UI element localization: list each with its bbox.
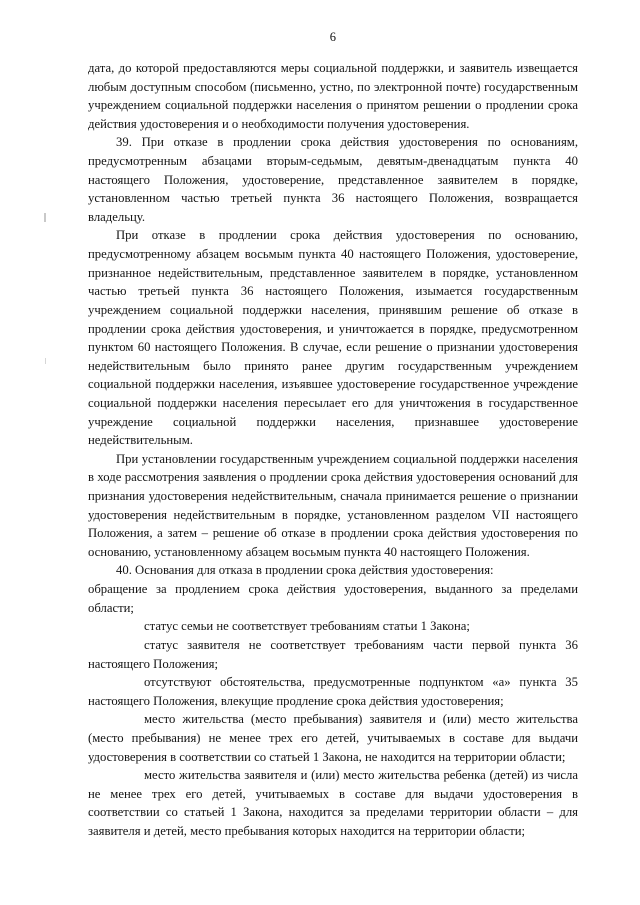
paragraph: дата, до которой предоставляются меры социальной поддержки, и заявитель извещается любым доступным способом (письменно, устно, по электронной почте) государственным учреждением социальной поддержки населения о принятом решении о продлении срока действия удостоверения и о необходимости получения удостоверения. <box>88 61 578 131</box>
paragraph: 39. При отказе в продлении срока действия удостоверения по основаниям, предусмотренным абзацами вторым-седьмым, девятым-двенадцатым пункта 40 настоящего Положения, удостоверение, представленное заявителем в порядке, установленном частью третьей пункта 36 настоящего Положения, возвращается владельцу. <box>88 135 578 224</box>
paragraph: отсутствуют обстоятельства, предусмотренные подпунктом «а» пункта 35 настоящего Положения, влекущие продление срока действия удостоверения; <box>88 675 578 708</box>
paragraph: место жительства (место пребывания) заявителя и (или) место жительства (место пребывания) не менее трех его детей, учитываемых в составе для выдачи удостоверения в соответствии со статьей 1 Закона, не находится на территории области; <box>88 712 578 764</box>
paragraph: статус заявителя не соответствует требованиям части первой пункта 36 настоящего Положения; <box>88 637 578 671</box>
scan-artifact-mark <box>44 213 46 222</box>
paragraph: При установлении государственным учреждением социальной поддержки населения в ходе рассмотрения заявления о продлении срока действия удостоверения оснований для признания удостоверения недействительным, сначала принимается решение о признании удостоверения недействительным в порядке, установленном разделом VII настоящего Положения, а затем – решение об отказе в продлении срока действия удостоверения по основанию, установленному абзацем восьмым пункта 40 настоящего Положения. <box>88 451 578 559</box>
paragraph: 40. Основания для отказа в продлении срока действия удостоверения: <box>116 563 494 578</box>
paragraph: статус семьи не соответствует требованиям статьи 1 Закона; <box>144 619 470 634</box>
paragraph: При отказе в продлении срока действия удостоверения по основанию, предусмотренному абзацем восьмым пункта 40 настоящего Положения, удостоверение, признанное недействительным, представленное заявителем в порядке, установленном частью третьей пункта 36 настоящего Положения, изымается государственным учреждением социальной поддержки населения, принявшим решение об отказе в продлении срока действия удостоверения, и уничтожается в порядке, предусмотренном пунктом 60 настоящего Положения. В случае, если решение о признании удостоверения недействительным было принято ранее другим государственным учреждением социальной поддержки населения, изъявшее удостоверение государственное учреждение социальной поддержки населения пересылает его для уничтожения в государственное учреждение социальной поддержки населения, признавшее удостоверение недействительным. <box>88 228 578 448</box>
document-body <box>88 59 578 841</box>
paragraph: место жительства заявителя и (или) место жительства ребенка (детей) из числа не менее трех его детей, учитываемых в составе для выдачи удостоверения в соответствии со статьей 1 Закона, находится за пределами территории области – для заявителя и детей, место пребывания которых находится на территории области; <box>88 768 578 838</box>
scan-artifact-mark <box>45 358 46 364</box>
paragraph: обращение за продлением срока действия удостоверения, выданного за пределами области; <box>88 582 578 615</box>
page-number: 6 <box>329 30 337 44</box>
